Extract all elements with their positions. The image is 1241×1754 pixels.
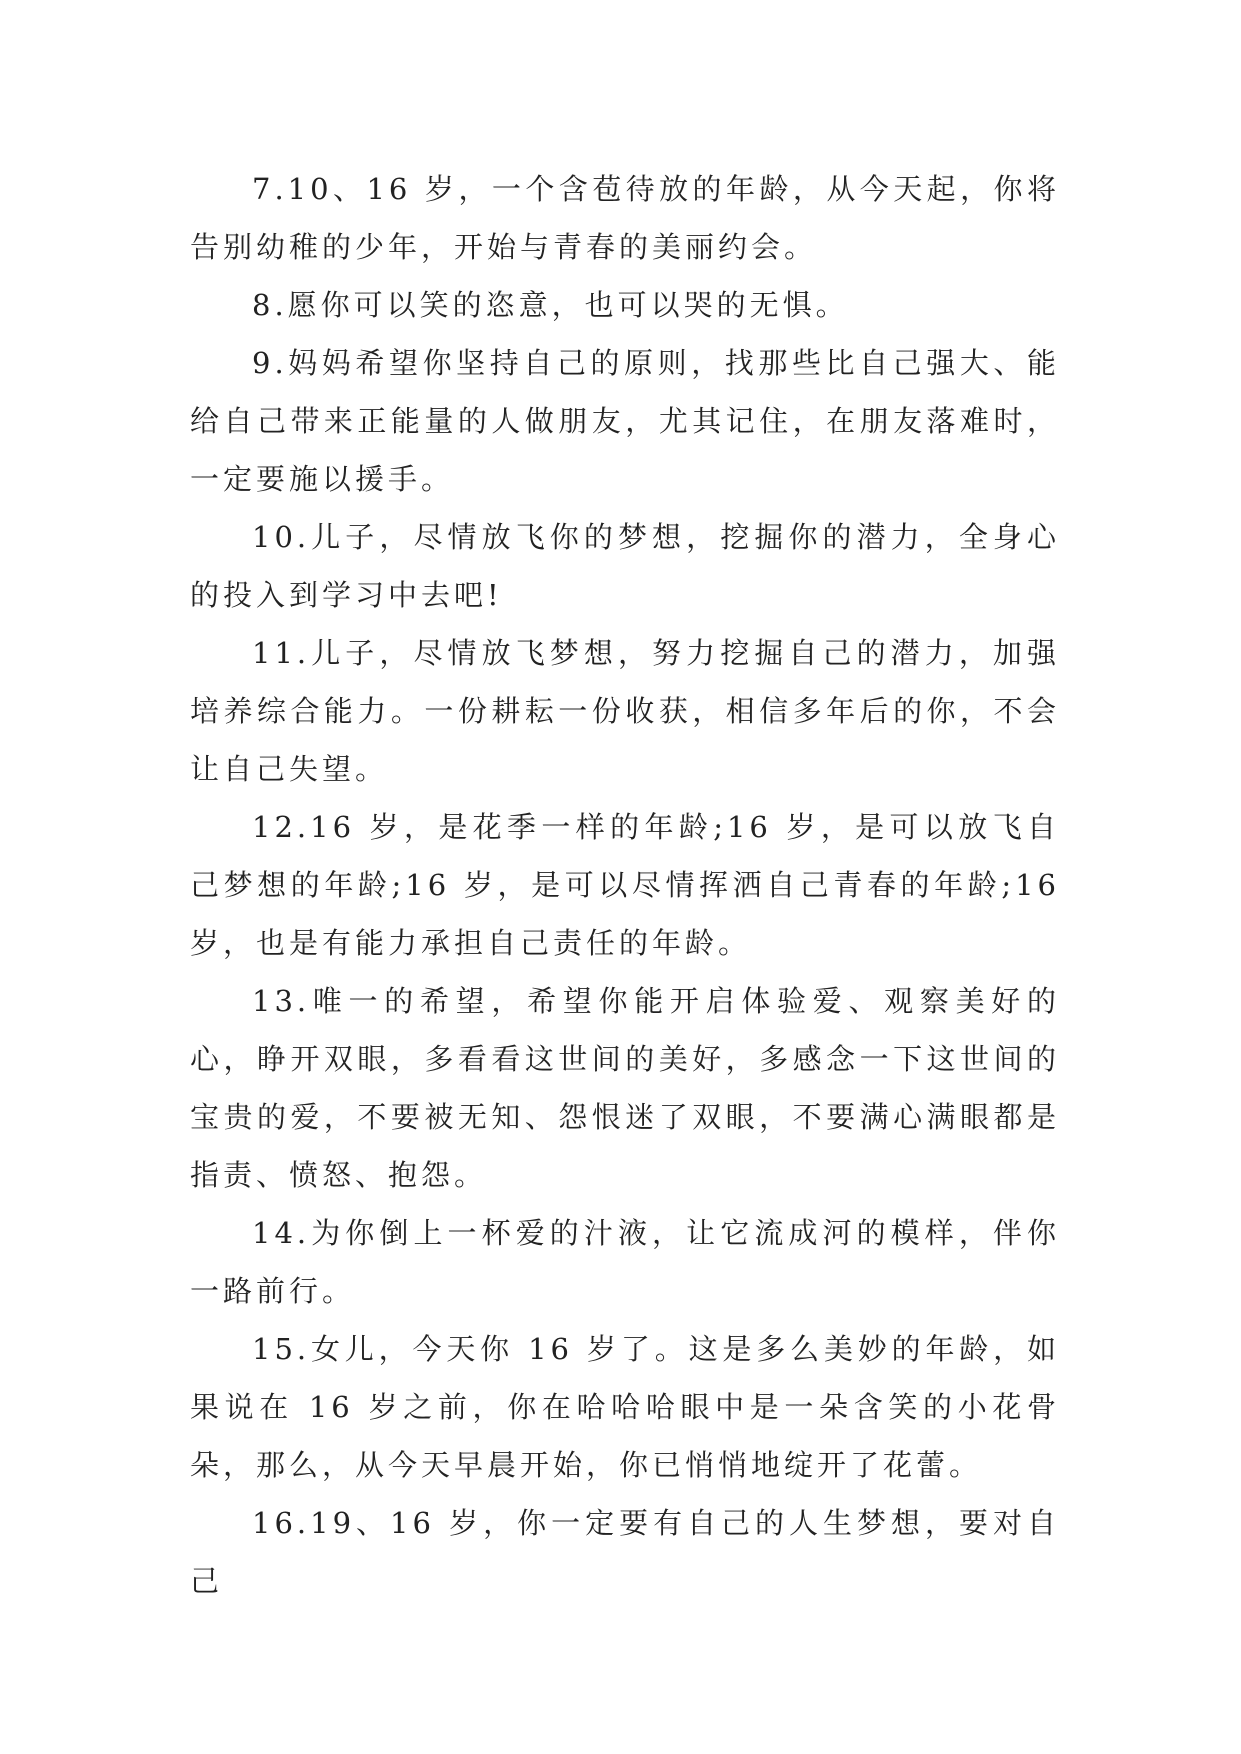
paragraph-9: 9.妈妈希望你坚持自己的原则，找那些比自己强大、能给自己带来正能量的人做朋友，尤其记住，在朋友落难时，一定要施以援手。 bbox=[190, 346, 1060, 496]
paragraph-7: 7.10、16 岁，一个含苞待放的年龄，从今天起，你将告别幼稚的少年，开始与青春的美丽约会。 bbox=[190, 172, 1060, 264]
paragraph-10: 10.儿子，尽情放飞你的梦想，挖掘你的潜力，全身心的投入到学习中去吧! bbox=[190, 520, 1060, 612]
paragraph-13: 13.唯一的希望，希望你能开启体验爱、观察美好的心，睁开双眼，多看看这世间的美好，多感念一下这世间的宝贵的爱，不要被无知、怨恨迷了双眼，不要满心满眼都是指责、愤怒、抱怨。 bbox=[190, 984, 1060, 1192]
paragraph-14: 14.为你倒上一杯爱的汁液，让它流成河的模样，伴你一路前行。 bbox=[190, 1216, 1060, 1308]
paragraph-15: 15.女儿，今天你 16 岁了。这是多么美妙的年龄，如果说在 16 岁之前，你在哈哈哈眼中是一朵含笑的小花骨朵，那么，从今天早晨开始，你已悄悄地绽开了花蕾。 bbox=[190, 1332, 1060, 1482]
paragraph-11: 11.儿子，尽情放飞梦想，努力挖掘自己的潜力，加强培养综合能力。一份耕耘一份收获，相信多年后的你，不会让自己失望。 bbox=[190, 636, 1060, 786]
paragraph-8: 8.愿你可以笑的恣意，也可以哭的无惧。 bbox=[252, 288, 849, 322]
paragraph-16: 16.19、16 岁，你一定要有自己的人生梦想，要对自己 bbox=[190, 1506, 1060, 1598]
document-body bbox=[190, 160, 1060, 1610]
paragraph-12: 12.16 岁，是花季一样的年龄;16 岁，是可以放飞自己梦想的年龄;16 岁，是可以尽情挥洒自己青春的年龄;16 岁，也是有能力承担自己责任的年龄。 bbox=[190, 810, 1060, 960]
